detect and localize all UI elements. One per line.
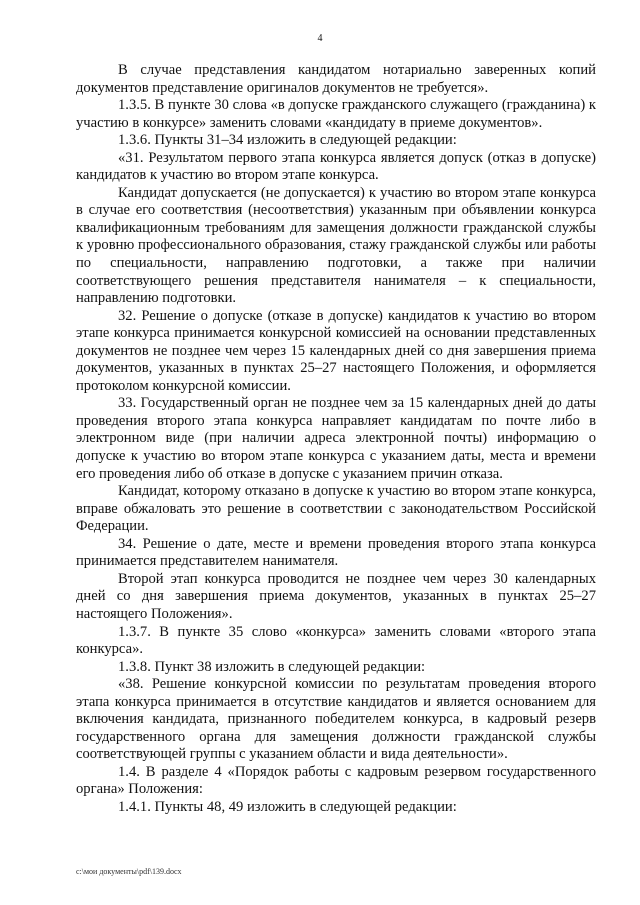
footer-file-path: c:\мои документы\pdf\139.docx [76, 867, 182, 876]
paragraph: 1.3.7. В пункте 35 слово «конкурса» заменить словами «второго этапа конкурса». [76, 623, 596, 658]
page-number: 4 [317, 33, 323, 44]
paragraph: «31. Результатом первого этапа конкурса является допуск (отказ в допуске) кандидатов к участию во втором этапе конкурса. [76, 149, 596, 184]
paragraph: В случае представления кандидатом нотариально заверенных копий документов представление оригиналов документов не требуется». [76, 62, 596, 96]
paragraph: Второй этап конкурса проводится не позднее чем через 30 календарных дней со дня завершения приема документов, указанных в пунктах 25–27 настоящего Положения». [76, 570, 596, 622]
paragraph: Кандидат, которому отказано в допуске к участию во втором этапе конкурса, вправе обжаловать это решение в соответствии с законодательством Российской Федерации. [76, 483, 596, 535]
paragraph: 33. Государственный орган не позднее чем за 15 календарных дней до даты проведения второго этапа конкурса направляет кандидатам по почте либо в электронном виде (при наличии адреса электронной почты) информацию о допуске к участию во втором этапе конкурса с указанием даты, места и времени его проведения либо об отказе в допуске с указанием причин отказа. [76, 395, 596, 482]
paragraph: 1.4. В разделе 4 «Порядок работы с кадровым резервом государственного органа» Положения: [76, 763, 596, 798]
paragraph: 1.4.1. Пункты 48, 49 изложить в следующей редакции: [118, 798, 457, 815]
paragraph: Кандидат допускается (не допускается) к участию во втором этапе конкурса в случае его соответствия (несоответствия) указанным при объявлении конкурса квалификационным требованиям для замещения должности гражданской службы к уровню профессионального образования, стажу гражданской службы или работы по специальности, направлению подготовки, а также при наличии соответствующего решения представителя нанимателя – к специальности, направлению подготовки. [76, 184, 596, 307]
paragraph: «38. Решение конкурсной комиссии по результатам проведения второго этапа конкурса принимается в отсутствие кандидатов и является основанием для включения кандидата, признанного победителем конкурса, в кадровый резерв государственного органа для замещения должности гражданской службы соответствующей группы с указанием области и вида деятельности». [76, 676, 596, 763]
paragraph: 1.3.6. Пункты 31–34 изложить в следующей редакции: [118, 132, 457, 149]
document-body [76, 62, 596, 817]
paragraph: 1.3.5. В пункте 30 слова «в допуске гражданского служащего (гражданина) к участию в конкурсе» заменить словами «кандидату в приеме документов». [76, 97, 596, 131]
paragraph: 32. Решение о допуске (отказе в допуске) кандидатов к участию во втором этапе конкурса принимается конкурсной комиссией на основании представленных документов не позднее чем через 15 календарных дней со дня завершения приема документов, указанных в пунктах 25–27 настоящего Положения, и оформляется протоколом конкурсной комиссии. [76, 307, 596, 394]
paragraph: 34. Решение о дате, месте и времени проведения второго этапа конкурса принимается представителем нанимателя. [76, 535, 596, 570]
paragraph: 1.3.8. Пункт 38 изложить в следующей редакции: [118, 658, 426, 675]
